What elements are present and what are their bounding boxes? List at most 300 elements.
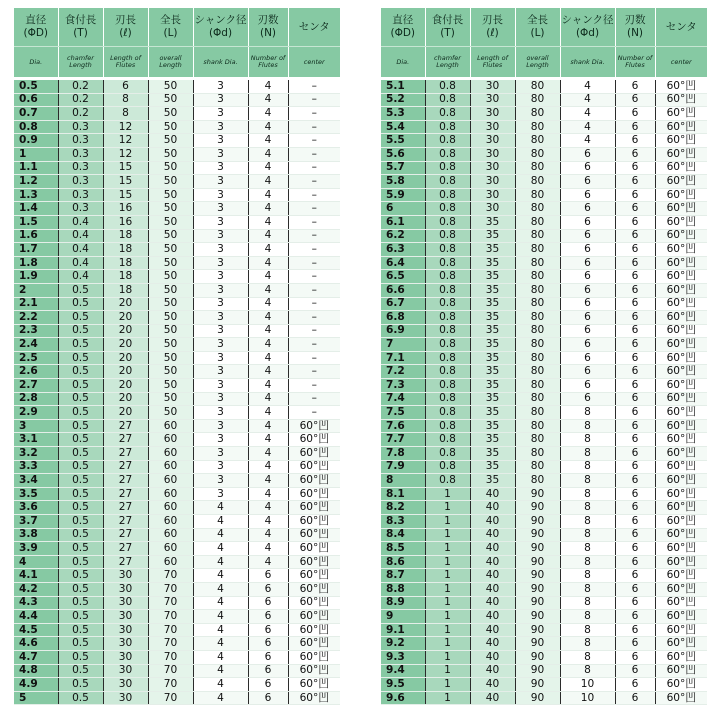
cell-number-of-flutes: 6 (615, 474, 655, 488)
cell-shank-diameter: 8 (560, 596, 615, 610)
cell-flute-length: 27 (103, 419, 148, 433)
cell-number-of-flutes: 6 (615, 419, 655, 433)
cell-overall-length: 50 (148, 134, 193, 148)
cell-number-of-flutes: 6 (248, 637, 288, 651)
cell-flute-length: 20 (103, 379, 148, 393)
cell-chamfer-length: 0.8 (425, 433, 470, 447)
cell-center: 60°凹 (288, 460, 340, 474)
cell-shank-diameter: 4 (193, 542, 248, 556)
cell-diameter: 4.2 (14, 582, 58, 596)
cell-chamfer-length: 0.8 (425, 161, 470, 175)
cell-overall-length: 50 (148, 311, 193, 325)
header-center: センタ (655, 8, 707, 47)
cell-center: – (288, 229, 340, 243)
cell-diameter: 6.2 (381, 229, 425, 243)
table-row (381, 596, 707, 610)
cell-chamfer-length: 0.5 (58, 447, 103, 461)
cell-center: 60°凹 (288, 596, 340, 610)
cell-shank-diameter: 3 (193, 270, 248, 284)
cell-center: 60°凹 (655, 542, 707, 556)
cell-chamfer-length: 0.8 (425, 324, 470, 338)
table-row (14, 379, 340, 393)
cell-diameter: 9.1 (381, 623, 425, 637)
cell-chamfer-length: 0.8 (425, 474, 470, 488)
cell-flute-length: 20 (103, 351, 148, 365)
cell-center: 60°凹 (288, 623, 340, 637)
table-row (381, 678, 707, 692)
table-row (381, 447, 707, 461)
cell-chamfer-length: 0.8 (425, 175, 470, 189)
cell-number-of-flutes: 4 (248, 515, 288, 529)
cell-overall-length: 80 (515, 433, 560, 447)
cell-number-of-flutes: 4 (248, 392, 288, 406)
cell-chamfer-length: 0.5 (58, 406, 103, 420)
cell-chamfer-length: 0.4 (58, 256, 103, 270)
table-row (14, 297, 340, 311)
cell-center: 60°凹 (655, 311, 707, 325)
cell-overall-length: 80 (515, 79, 560, 94)
header-number-of-flutes-en: Number of Flutes (615, 47, 655, 79)
table-row (14, 460, 340, 474)
cell-number-of-flutes: 4 (248, 256, 288, 270)
cell-overall-length: 80 (515, 147, 560, 161)
table-row (14, 650, 340, 664)
cell-flute-length: 40 (470, 678, 515, 692)
cell-center: 60°凹 (655, 175, 707, 189)
cell-chamfer-length: 1 (425, 596, 470, 610)
cell-flute-length: 35 (470, 270, 515, 284)
cell-flute-length: 35 (470, 447, 515, 461)
cell-flute-length: 27 (103, 433, 148, 447)
cell-overall-length: 80 (515, 175, 560, 189)
cell-overall-length: 60 (148, 528, 193, 542)
cell-flute-length: 40 (470, 664, 515, 678)
spec-table-right (381, 8, 707, 705)
cell-number-of-flutes: 6 (615, 107, 655, 121)
table-row (381, 134, 707, 148)
table-row (14, 351, 340, 365)
cell-diameter: 2.7 (14, 379, 58, 393)
cell-flute-length: 27 (103, 501, 148, 515)
cell-number-of-flutes: 4 (248, 487, 288, 501)
cell-center: 60°凹 (655, 147, 707, 161)
table-row (14, 107, 340, 121)
cell-diameter: 7.3 (381, 379, 425, 393)
cell-diameter: 4.8 (14, 664, 58, 678)
cell-flute-length: 27 (103, 528, 148, 542)
cell-center: 60°凹 (288, 447, 340, 461)
cell-diameter: 7.9 (381, 460, 425, 474)
cell-flute-length: 27 (103, 447, 148, 461)
cell-center: 60°凹 (288, 419, 340, 433)
cell-overall-length: 80 (515, 120, 560, 134)
cell-diameter: 7.6 (381, 419, 425, 433)
cell-shank-diameter: 3 (193, 283, 248, 297)
cell-center: 60°凹 (288, 691, 340, 705)
cell-diameter: 4.4 (14, 610, 58, 624)
header-center-en: center (288, 47, 340, 79)
cell-overall-length: 50 (148, 188, 193, 202)
cell-overall-length: 50 (148, 256, 193, 270)
cell-flute-length: 35 (470, 392, 515, 406)
cell-shank-diameter: 4 (193, 623, 248, 637)
cell-overall-length: 80 (515, 134, 560, 148)
cell-overall-length: 60 (148, 487, 193, 501)
cell-overall-length: 90 (515, 610, 560, 624)
cell-center: 60°凹 (655, 664, 707, 678)
cell-number-of-flutes: 4 (248, 120, 288, 134)
cell-center: 60°凹 (655, 270, 707, 284)
cell-number-of-flutes: 4 (248, 324, 288, 338)
cell-overall-length: 50 (148, 297, 193, 311)
cell-overall-length: 50 (148, 93, 193, 107)
header-diameter-en: Dia. (381, 47, 425, 79)
cell-overall-length: 60 (148, 515, 193, 529)
cell-overall-length: 60 (148, 419, 193, 433)
cell-overall-length: 70 (148, 623, 193, 637)
cell-diameter: 4.5 (14, 623, 58, 637)
cell-chamfer-length: 0.8 (425, 283, 470, 297)
cell-diameter: 9.3 (381, 650, 425, 664)
cell-shank-diameter: 6 (560, 215, 615, 229)
cell-number-of-flutes: 6 (615, 515, 655, 529)
cell-center: 60°凹 (288, 610, 340, 624)
cell-number-of-flutes: 4 (248, 161, 288, 175)
cell-shank-diameter: 3 (193, 134, 248, 148)
cell-overall-length: 80 (515, 474, 560, 488)
cell-number-of-flutes: 6 (615, 243, 655, 257)
cell-overall-length: 50 (148, 379, 193, 393)
cell-overall-length: 80 (515, 188, 560, 202)
cell-flute-length: 8 (103, 107, 148, 121)
cell-chamfer-length: 0.4 (58, 243, 103, 257)
cell-chamfer-length: 1 (425, 610, 470, 624)
cell-flute-length: 35 (470, 351, 515, 365)
cell-center: 60°凹 (655, 243, 707, 257)
cell-number-of-flutes: 6 (248, 664, 288, 678)
cell-overall-length: 80 (515, 447, 560, 461)
cell-shank-diameter: 6 (560, 324, 615, 338)
cell-number-of-flutes: 4 (248, 433, 288, 447)
cell-center: 60°凹 (655, 297, 707, 311)
table-row (381, 311, 707, 325)
cell-center: 60°凹 (288, 555, 340, 569)
table-row (381, 256, 707, 270)
cell-number-of-flutes: 6 (248, 650, 288, 664)
cell-overall-length: 80 (515, 406, 560, 420)
cell-number-of-flutes: 6 (248, 691, 288, 705)
cell-center: – (288, 283, 340, 297)
cell-chamfer-length: 0.4 (58, 215, 103, 229)
cell-flute-length: 12 (103, 120, 148, 134)
spec-table-left (14, 8, 340, 705)
cell-shank-diameter: 3 (193, 256, 248, 270)
cell-flute-length: 35 (470, 460, 515, 474)
cell-flute-length: 27 (103, 555, 148, 569)
table-row (14, 120, 340, 134)
cell-chamfer-length: 0.8 (425, 365, 470, 379)
cell-flute-length: 27 (103, 515, 148, 529)
header-overall-length-en: overall Length (148, 47, 193, 79)
cell-shank-diameter: 4 (193, 610, 248, 624)
header-chamfer-length-en: chamfer Length (58, 47, 103, 79)
cell-overall-length: 80 (515, 270, 560, 284)
cell-flute-length: 30 (470, 134, 515, 148)
cell-chamfer-length: 0.8 (425, 229, 470, 243)
cell-center: 60°凹 (655, 392, 707, 406)
cell-center: 60°凹 (655, 120, 707, 134)
header-overall-length: 全長 (L) (515, 8, 560, 47)
cell-center: 60°凹 (655, 229, 707, 243)
cell-flute-length: 30 (470, 147, 515, 161)
cell-diameter: 4.6 (14, 637, 58, 651)
cell-shank-diameter: 8 (560, 610, 615, 624)
table-row (14, 324, 340, 338)
cell-shank-diameter: 6 (560, 379, 615, 393)
cell-chamfer-length: 0.3 (58, 202, 103, 216)
cell-flute-length: 30 (470, 79, 515, 94)
cell-chamfer-length: 0.5 (58, 610, 103, 624)
cell-chamfer-length: 0.5 (58, 338, 103, 352)
cell-center: 60°凹 (655, 406, 707, 420)
table-row (14, 283, 340, 297)
cell-number-of-flutes: 6 (615, 691, 655, 705)
cell-shank-diameter: 3 (193, 365, 248, 379)
table-row (381, 351, 707, 365)
cell-overall-length: 90 (515, 650, 560, 664)
cell-chamfer-length: 0.8 (425, 93, 470, 107)
cell-shank-diameter: 8 (560, 664, 615, 678)
cell-number-of-flutes: 4 (248, 474, 288, 488)
cell-diameter: 8.4 (381, 528, 425, 542)
cell-overall-length: 80 (515, 338, 560, 352)
cell-shank-diameter: 4 (560, 120, 615, 134)
cell-shank-diameter: 3 (193, 175, 248, 189)
cell-center: – (288, 392, 340, 406)
cell-number-of-flutes: 6 (615, 596, 655, 610)
table-row (381, 147, 707, 161)
cell-diameter: 7.2 (381, 365, 425, 379)
cell-chamfer-length: 1 (425, 569, 470, 583)
cell-overall-length: 90 (515, 501, 560, 515)
cell-number-of-flutes: 4 (248, 311, 288, 325)
header-number-of-flutes-en: Number of Flutes (248, 47, 288, 79)
cell-overall-length: 60 (148, 542, 193, 556)
cell-number-of-flutes: 4 (248, 243, 288, 257)
cell-center: 60°凹 (288, 433, 340, 447)
cell-center: – (288, 202, 340, 216)
cell-number-of-flutes: 6 (248, 596, 288, 610)
cell-number-of-flutes: 4 (248, 134, 288, 148)
cell-overall-length: 90 (515, 515, 560, 529)
cell-diameter: 9.6 (381, 691, 425, 705)
cell-overall-length: 50 (148, 215, 193, 229)
cell-diameter: 6.1 (381, 215, 425, 229)
cell-chamfer-length: 0.5 (58, 460, 103, 474)
header-flute-length-en: Length of Flutes (470, 47, 515, 79)
cell-diameter: 2.2 (14, 311, 58, 325)
cell-chamfer-length: 1 (425, 582, 470, 596)
header-center: センタ (288, 8, 340, 47)
cell-flute-length: 30 (103, 650, 148, 664)
cell-flute-length: 30 (470, 188, 515, 202)
cell-overall-length: 80 (515, 460, 560, 474)
cell-flute-length: 35 (470, 297, 515, 311)
cell-number-of-flutes: 6 (615, 501, 655, 515)
cell-flute-length: 15 (103, 188, 148, 202)
table-row (381, 365, 707, 379)
cell-overall-length: 80 (515, 283, 560, 297)
cell-chamfer-length: 1 (425, 501, 470, 515)
table-row (14, 93, 340, 107)
cell-chamfer-length: 0.5 (58, 283, 103, 297)
cell-overall-length: 50 (148, 351, 193, 365)
cell-center: 60°凹 (655, 678, 707, 692)
cell-shank-diameter: 6 (560, 229, 615, 243)
cell-center: – (288, 161, 340, 175)
table-row (381, 528, 707, 542)
cell-shank-diameter: 3 (193, 474, 248, 488)
table-row (381, 338, 707, 352)
table-row (14, 229, 340, 243)
cell-flute-length: 35 (470, 419, 515, 433)
cell-shank-diameter: 4 (560, 107, 615, 121)
cell-center: 60°凹 (655, 501, 707, 515)
cell-center: 60°凹 (288, 637, 340, 651)
cell-diameter: 1.1 (14, 161, 58, 175)
cell-diameter: 4.7 (14, 650, 58, 664)
header-flute-length: 刃長 (ℓ) (103, 8, 148, 47)
cell-center: 60°凹 (655, 433, 707, 447)
cell-chamfer-length: 0.8 (425, 338, 470, 352)
cell-shank-diameter: 6 (560, 161, 615, 175)
cell-chamfer-length: 0.8 (425, 134, 470, 148)
table-row (14, 623, 340, 637)
cell-overall-length: 50 (148, 175, 193, 189)
cell-diameter: 6.9 (381, 324, 425, 338)
cell-flute-length: 20 (103, 392, 148, 406)
cell-overall-length: 90 (515, 678, 560, 692)
cell-shank-diameter: 3 (193, 433, 248, 447)
cell-center: 60°凹 (655, 460, 707, 474)
cell-diameter: 6.4 (381, 256, 425, 270)
cell-diameter: 5.1 (381, 79, 425, 94)
cell-overall-length: 70 (148, 610, 193, 624)
cell-number-of-flutes: 6 (615, 188, 655, 202)
cell-flute-length: 30 (103, 678, 148, 692)
cell-shank-diameter: 6 (560, 297, 615, 311)
cell-center: 60°凹 (655, 474, 707, 488)
cell-shank-diameter: 4 (560, 134, 615, 148)
cell-diameter: 4.1 (14, 569, 58, 583)
cell-chamfer-length: 0.8 (425, 460, 470, 474)
table-row (381, 650, 707, 664)
cell-chamfer-length: 1 (425, 637, 470, 651)
cell-number-of-flutes: 6 (615, 202, 655, 216)
cell-overall-length: 80 (515, 365, 560, 379)
cell-overall-length: 80 (515, 229, 560, 243)
cell-number-of-flutes: 4 (248, 93, 288, 107)
cell-number-of-flutes: 6 (615, 542, 655, 556)
cell-shank-diameter: 8 (560, 637, 615, 651)
cell-diameter: 9 (381, 610, 425, 624)
cell-shank-diameter: 3 (193, 392, 248, 406)
cell-center: – (288, 120, 340, 134)
cell-chamfer-length: 0.5 (58, 664, 103, 678)
cell-diameter: 9.4 (381, 664, 425, 678)
cell-overall-length: 80 (515, 297, 560, 311)
table-row (14, 147, 340, 161)
table-row (14, 202, 340, 216)
cell-flute-length: 30 (103, 610, 148, 624)
cell-number-of-flutes: 6 (248, 623, 288, 637)
cell-flute-length: 27 (103, 542, 148, 556)
cell-overall-length: 50 (148, 392, 193, 406)
cell-center: 60°凹 (655, 379, 707, 393)
cell-shank-diameter: 3 (193, 338, 248, 352)
cell-shank-diameter: 6 (560, 365, 615, 379)
cell-shank-diameter: 3 (193, 93, 248, 107)
cell-number-of-flutes: 6 (615, 256, 655, 270)
cell-number-of-flutes: 4 (248, 542, 288, 556)
header-diameter-en: Dia. (14, 47, 58, 79)
cell-overall-length: 80 (515, 256, 560, 270)
cell-overall-length: 50 (148, 365, 193, 379)
cell-diameter: 7.8 (381, 447, 425, 461)
cell-diameter: 1.2 (14, 175, 58, 189)
cell-chamfer-length: 1 (425, 650, 470, 664)
cell-shank-diameter: 4 (193, 637, 248, 651)
cell-chamfer-length: 0.5 (58, 433, 103, 447)
header-flute-length-en: Length of Flutes (103, 47, 148, 79)
cell-chamfer-length: 0.8 (425, 243, 470, 257)
cell-number-of-flutes: 6 (615, 229, 655, 243)
table-row (14, 270, 340, 284)
table-row (381, 664, 707, 678)
header-overall-length: 全長 (L) (148, 8, 193, 47)
cell-chamfer-length: 1 (425, 623, 470, 637)
cell-number-of-flutes: 6 (615, 79, 655, 94)
cell-chamfer-length: 0.5 (58, 311, 103, 325)
table-row (14, 501, 340, 515)
cell-number-of-flutes: 6 (615, 351, 655, 365)
cell-chamfer-length: 0.5 (58, 392, 103, 406)
cell-chamfer-length: 0.5 (58, 501, 103, 515)
cell-number-of-flutes: 6 (615, 379, 655, 393)
cell-shank-diameter: 8 (560, 419, 615, 433)
cell-shank-diameter: 4 (193, 664, 248, 678)
cell-shank-diameter: 3 (193, 419, 248, 433)
cell-center: 60°凹 (655, 419, 707, 433)
cell-center: – (288, 134, 340, 148)
cell-chamfer-length: 1 (425, 528, 470, 542)
cell-overall-length: 90 (515, 569, 560, 583)
cell-number-of-flutes: 4 (248, 229, 288, 243)
cell-center: – (288, 79, 340, 94)
table-row (14, 365, 340, 379)
cell-diameter: 8.7 (381, 569, 425, 583)
cell-diameter: 3.3 (14, 460, 58, 474)
header-number-of-flutes: 刃数 (N) (615, 8, 655, 47)
cell-diameter: 3 (14, 419, 58, 433)
cell-number-of-flutes: 4 (248, 107, 288, 121)
cell-diameter: 6.5 (381, 270, 425, 284)
cell-shank-diameter: 3 (193, 447, 248, 461)
table-row (381, 188, 707, 202)
table-row (14, 256, 340, 270)
cell-number-of-flutes: 6 (615, 215, 655, 229)
cell-center: 60°凹 (288, 582, 340, 596)
